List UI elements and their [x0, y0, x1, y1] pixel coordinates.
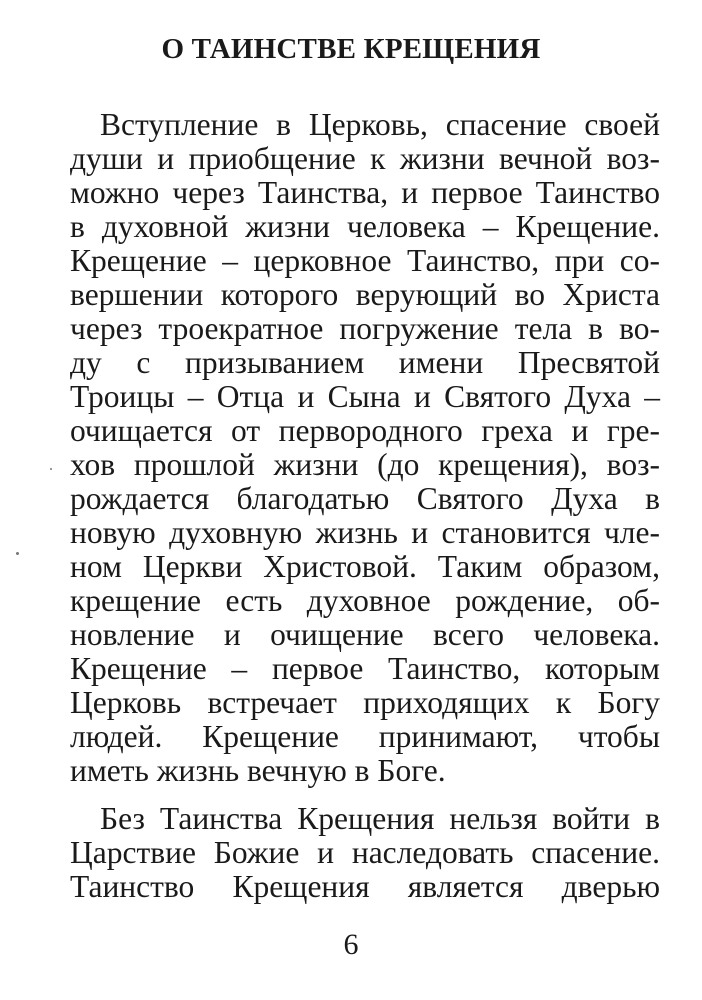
text-line: иметь жизнь вечную в Боге.	[70, 753, 446, 788]
text-line: очищается от первородного греха и гре-	[70, 413, 660, 448]
print-speck	[50, 468, 52, 470]
text-line: хов прошлой жизни (до крещения), воз-	[70, 447, 660, 482]
text-line: через троекратное погружение тела в во-	[70, 311, 660, 346]
text-line: Царствие Божие и наследовать спасение.	[70, 835, 660, 870]
text-line: ду с призыванием имени Пресвятой	[70, 345, 660, 380]
chapter-title: О ТАИНСТВЕ КРЕЩЕНИЯ	[161, 33, 541, 65]
page-number: 6	[343, 928, 359, 961]
text-line: крещение есть духовное рождение, об-	[70, 583, 660, 618]
text-line: Без Таинства Крещения нельзя войти в	[100, 801, 660, 836]
text-line: ном Церкви Христовой. Таким образом,	[70, 549, 660, 584]
text-line: Троицы – Отца и Сына и Святого Духа –	[70, 379, 660, 414]
text-line: новую духовную жизнь и становится чле-	[70, 515, 660, 550]
text-line: рождается благодатью Святого Духа в	[70, 481, 660, 516]
text-line: Церковь встречает приходящих к Богу	[70, 685, 660, 720]
text-line: Вступление в Церковь, спасение своей	[100, 107, 660, 142]
paragraph-2	[70, 802, 660, 904]
text-line: в духовной жизни человека – Крещение.	[70, 209, 660, 244]
text-line: вершении которого верующий во Христа	[70, 277, 660, 312]
text-line: людей. Крещение принимают, чтобы	[70, 719, 660, 754]
text-line: Крещение – церковное Таинство, при со-	[70, 243, 660, 278]
text-line: души и приобщение к жизни вечной воз-	[70, 141, 660, 176]
paragraph-1	[70, 108, 660, 788]
text-line: Крещение – первое Таинство, которым	[70, 651, 660, 686]
text-line: новление и очищение всего человека.	[70, 617, 660, 652]
print-speck	[16, 552, 19, 555]
text-line: Таинство Крещения является дверью	[70, 869, 660, 904]
text-line: можно через Таинства, и первое Таинство	[70, 175, 660, 210]
